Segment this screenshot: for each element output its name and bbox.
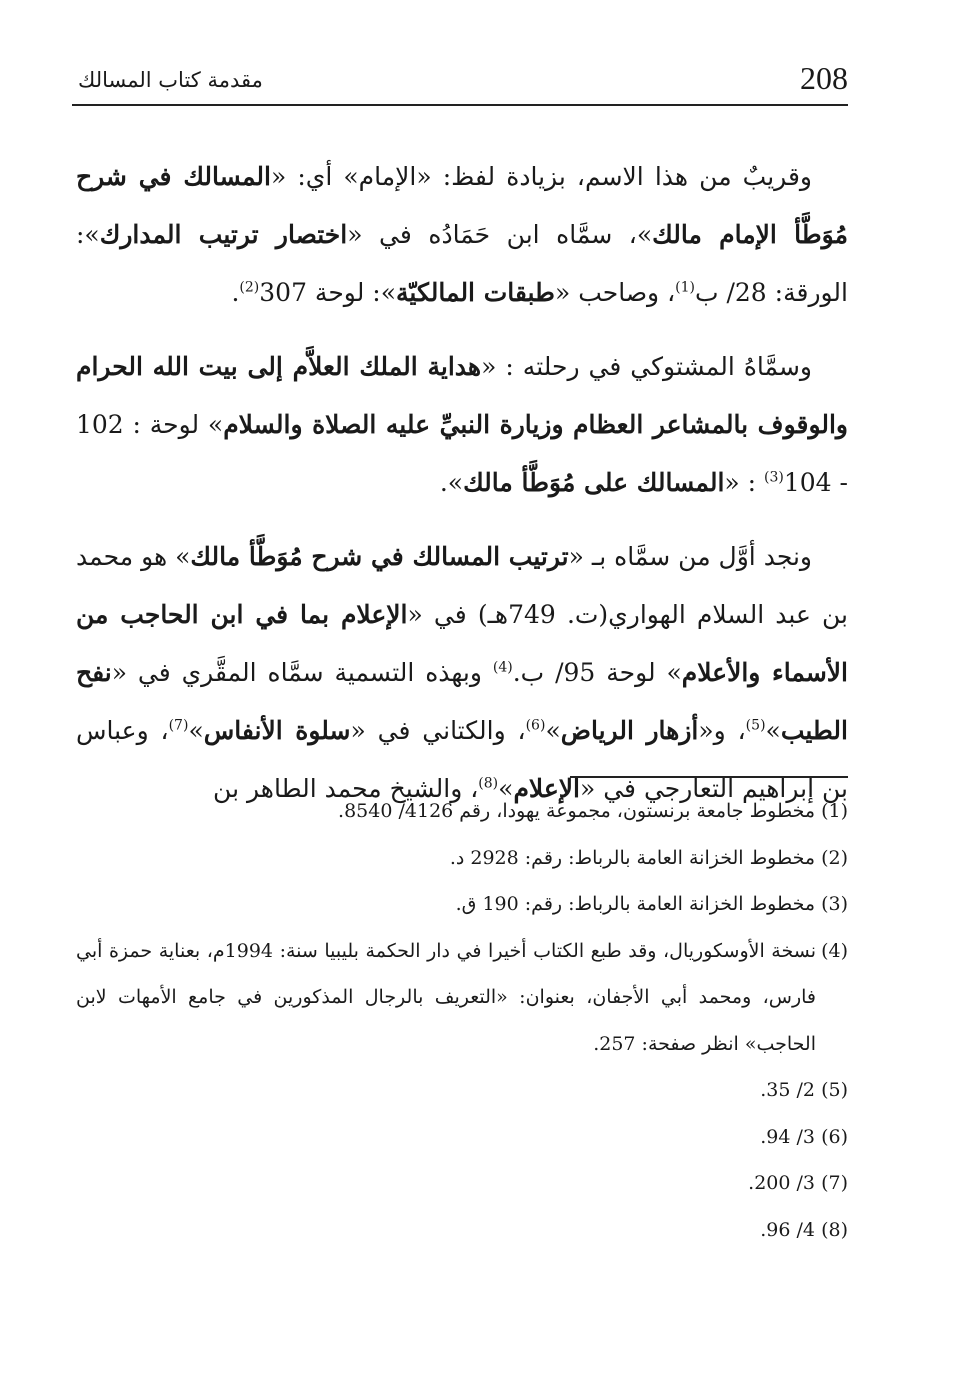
footnote [76, 835, 848, 882]
footnote [76, 928, 848, 1068]
footnote-ref: (4) [492, 659, 513, 676]
book-title: ترتيب المسالك في شرح مُوَطَّأ مالك [190, 542, 569, 571]
text-run: ، وعباس بن إبراهيم التعارجي في « [76, 716, 848, 803]
footnote-ref: (5) [745, 717, 766, 734]
footnote-ref: (2) [239, 279, 260, 296]
footnote [76, 788, 848, 835]
text-run: »: لوحة 307 [259, 278, 396, 307]
text-run: » [498, 774, 514, 803]
footnote-ref: (8) [478, 775, 499, 792]
footnote-number: (6) [821, 1125, 848, 1148]
book-title: المسالك على مُوَطَّأ مالك [463, 468, 725, 497]
book-title: سلوة الأنفاس [203, 716, 351, 745]
footnote-text: 4/ 96. [760, 1218, 816, 1241]
footnotes [76, 788, 848, 1253]
text-run: وقريبٌ من هذا الاسم، بزيادة لفظ: «الإمام» أي: « [270, 162, 813, 191]
text-run: وسمَّاهُ المشتوكي في رحلته : « [481, 352, 813, 381]
paragraph-1 [76, 148, 848, 322]
footnote-number: (1) [821, 800, 848, 822]
book-title: أزهار الرياض [560, 716, 699, 745]
footnote-ref: (6) [525, 717, 546, 734]
text-run: وبهذه التسمية سمَّاه المقَّري في « [111, 658, 493, 687]
text-run: »، سمَّاه ابن حَمَادُه في « [347, 220, 653, 249]
text-run: » لوحة : 102 - 104 [76, 410, 848, 497]
footnote-number: (7) [821, 1172, 848, 1194]
text-run: ». [439, 468, 464, 497]
footnote-ref: (3) [764, 469, 784, 486]
footnote [76, 1160, 848, 1207]
running-title: مقدمة كتاب المسالك [78, 68, 263, 92]
footnote [76, 881, 848, 928]
book-title: هداية الملك العلاَّم إلى بيت الله الحرام والوقوف بالمشاعر العظام وزيارة النبيِّ عليه الصلاة والسلام [76, 352, 848, 439]
text-run: ونجد أوَّل من سمَّاه بـ « [568, 542, 812, 571]
book-title: المسالك في شرح مُوَطَّأ الإمام مالك [76, 162, 848, 249]
footnote [76, 1067, 848, 1114]
paragraph-3 [76, 528, 848, 818]
text-run: » لوحة 95/ ب. [512, 658, 682, 687]
book-title: اختصار ترتيب المدارك [99, 220, 348, 249]
text-run: » [188, 716, 204, 745]
text-run: . [231, 278, 240, 307]
footnote-text: مخطوط الخزانة العامة بالرباط: رقم: 2928 د. [449, 846, 816, 869]
footnote-text: مخطوط جامعة برنستون، مجموعة يهودا، رقم 4126/ 8540. [338, 800, 816, 822]
book-title: الإعلام بما في ابن الحاجب من الأسماء والأعلام [76, 600, 848, 687]
footnote-text: 2/ 35. [760, 1079, 816, 1101]
footnote-separator [570, 776, 848, 778]
text-run: » هو محمد بن عبد السلام الهواري(ت. 749هـ) في « [76, 542, 849, 629]
text-run: » [765, 716, 781, 745]
footnote-ref: (7) [168, 717, 189, 734]
text-run: ، والشيخ محمد الطاهر بن [213, 774, 479, 803]
footnote-number: (5) [821, 1079, 848, 1101]
footnote-number: (2) [821, 846, 848, 869]
page-header [72, 58, 848, 106]
text-run: ، و« [698, 716, 746, 745]
page-number: 208 [800, 60, 848, 96]
text-run: : « [724, 468, 765, 497]
footnote [76, 1207, 848, 1254]
footnote-ref: (1) [675, 279, 695, 296]
footnote-text: 3/ 200. [748, 1172, 816, 1194]
text-run: ، وصاحب « [554, 278, 676, 307]
text-run: ، والكتاني في « [350, 716, 526, 745]
book-title: الإعلام [513, 774, 580, 803]
footnote-text: نسخة الأوسكوريال، وقد طبع الكتاب أخيرا في دار الحكمة بليبيا سنة: 1994م، بعناية حمزة أبي فارس، ومحمد أبي الأجفان، بعنوان: «التعريف بالرجال المذكورين في جامع الأمهات لابن الحاجب» انظر صفحة: 257. [76, 939, 816, 1055]
main-text [76, 148, 848, 834]
footnote-text: مخطوط الخزانة العامة بالرباط: رقم: 190 ق. [455, 893, 816, 915]
book-title: نفح الطيب [76, 658, 848, 745]
text-run: » [545, 716, 561, 745]
footnote-text: 3/ 94. [760, 1125, 816, 1148]
footnote-number: (8) [821, 1218, 848, 1241]
book-title: طبقات المالكيّة [396, 278, 555, 307]
footnote [76, 1114, 848, 1161]
text-run: »: الورقة: 28/ ب [76, 220, 848, 307]
paragraph-2 [76, 338, 848, 512]
footnote-number: (3) [821, 893, 848, 915]
footnote-number: (4) [821, 939, 848, 962]
